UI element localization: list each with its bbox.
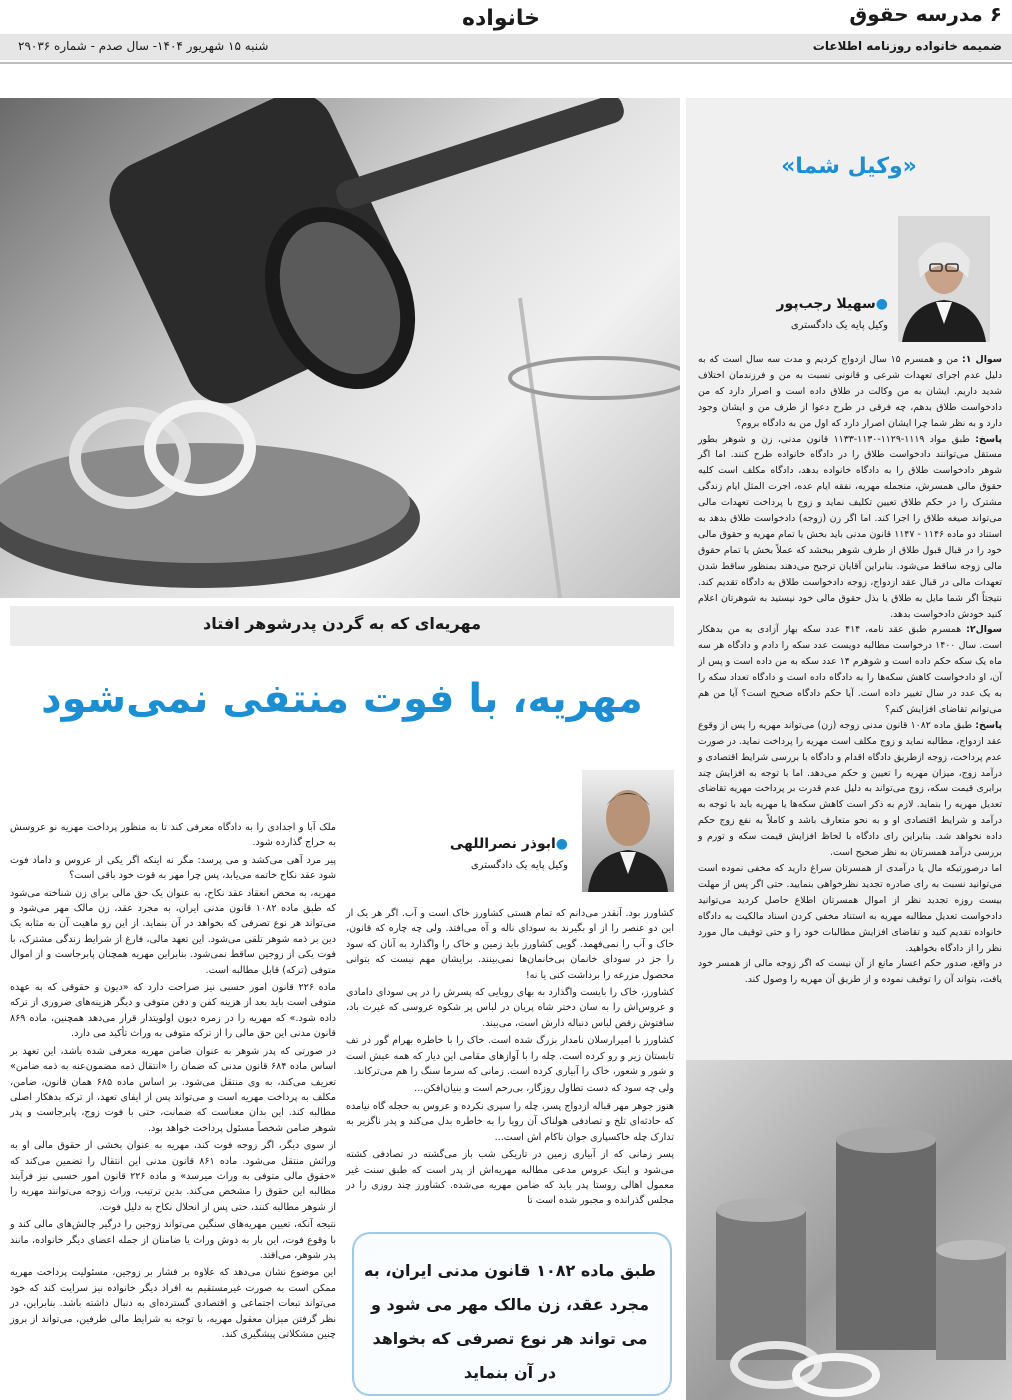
paragraph: کشاورز بود. آنقدر می‌دانم که تمام هستی کشاورز خاک است و آب. اگر هر یک از این دو عنصر را از او بگیرند به سودای ناله و آه می‌افتد. ولی چه چاره که قانون، خاک و آب را نمی‌فهمد. گویی کشاورز باید زمین و خاک را واگذارد به آنان که سود را جز در سودای خانمان بی‌خانمان‌ها نمی‌بینند. برایشان مهم نیست که بتوانی محصول مزرعه را برداشت کنی یا نه! xyxy=(346,908,674,981)
paragraph: در صورتی که پدر شوهر به عنوان ضامن مهریه معرفی شده باشد، این تعهد بر اساس ماده ۶۸۴ قانون مدنی که ضمان را «انتقال ذمه مضمون‌عنه به ذمه ضامن» تعریف می‌کند، به وی منتقل می‌شود. بر اساس ماده ۶۸۵ همان قانون، ضامن، مکلف به پرداخت مهریه است و می‌تواند پس از ایفای تعهد، از ترکه بدهکار اصلی مطالبه کند. این بدان معناست که ضمانت، حتی با فوت زوج، پابرجاست و پدر شوهر ضامن شخصاً مسئول پرداخت خواهد بود. xyxy=(10,1045,336,1134)
article-column-middle xyxy=(346,906,674,1211)
author-title: وکیل پایه یک دادگستری xyxy=(470,860,568,871)
question-label: سوال ۱: xyxy=(962,354,1003,365)
paragraph: ولی چه سود که دست تطاول روزگار، بی‌رحم است و بنیان‌افکن... xyxy=(414,1083,674,1095)
paragraph: از سوی دیگر، اگر زوجه فوت کند، مهریه به عنوان بخشی از حقوق مالی او به وراثش منتقل می‌شود. ماده ۸۶۱ قانون مدنی این انتقال را تضمین می‌کند که «حقوق مالی متوفی به وراث میرسد» و ماده ۲۲۶ قانون امور حسبی نیز فرآیند مطالبه این حقوق را مشخص می‌کند. بدین ترتیب، وراث زوجه می‌توانند مهریه را از شوهر مطالبه کنند، حتی پس از انحلال نکاح به دلیل فوت. xyxy=(10,1140,337,1213)
paragraph: این موضوع نشان می‌دهد که علاوه بر فشار بر زوجین، مسئولیت پرداخت مهریه ممکن است به صورت غیرمستقیم به افراد دیگر خانواده نیز سرایت کند که خود می‌تواند تبعات اجتماعی و اقتصادی گسترده‌ای به دنبال داشته باشد. بنابراین، در نظر گرفتن میزان معقول مهریه، با توجه به شرایط مالی طرفین، می‌تواند از بروز چنین مشکلاتی پیشگیری کند. xyxy=(10,1267,336,1340)
paragraph: اما درصورتیکه مال یا درآمدی از همسرتان سراغ دارید که مخفی نموده است می‌توانید نسبت به رای صادره تجدید نظرخواهی بنمایید. حتی اگر پس از مهلت بیست روزه تجدید نظر از اموال همسرتان اطلاع حاصل کردید می‌توانید دادخواست تعدیل مطالبه مهریه به استناد مخفی کردن اسناد مالکیت به دادگاه خانواده تقدیم کنید و تقاضای افزایش مطالبات خود را و حتی توقیف مال مورد نظر را از دادگاه بخواهید. xyxy=(698,863,1002,954)
question-1 xyxy=(698,352,1002,432)
supplement-name: ضمیمه خانواده روزنامه اطلاعات xyxy=(812,39,1002,53)
article-headline: مهریه، با فوت منتفی نمی‌شود xyxy=(41,676,643,722)
paragraph: در واقع، صدور حکم اعسار مانع از آن نیست که اگر زوجه مالی از همسر خود یافت، بتواند آن را توقیف نموده و از طریق آن مهریه را وصول کند. xyxy=(698,958,1002,986)
paragraph: ملک آبا و اجدادی را به دادگاه معرفی کند تا به منظور پرداخت مهریه نو عروسش به حراج گذارده شود. xyxy=(10,822,336,849)
answer-text: طبق ماده ۱۰۸۲ قانون مدنی زوجه (زن) می‌تواند مهریه را پس از وقوع عقد ازدواج، مطالبه نماید و زوج مکلف است مهریه را پرداخت نماید. در صورت عدم پرداخت، زوجه ازطریق دادگاه اقدام و دادگاه با بررسی شرایط اقتصادی و درآمد زوج، میزان مهریه را تعیین و حکم می‌دهد. اما با توجه به افزایش چند برابری قیمت سکه، زوج می‌تواند به دلیل عدم قدرت بر پرداخت مهریه تقاضای تعدیل مهریه را بنماید. لازم به ذکر است کاهش سکه‌ها یا مهریه باید با توجه به درآمد و شرایط اقتصادی او و به نحو متعارف باشد و کاملاً به نفع زوج حکم داده نخواهد شد. بنابراین رای دادگاه با لحاظ افزایش قیمت سکه و تورم و بررسی درآمد همسرتان به نظر صحیح است. xyxy=(698,719,1002,859)
article-column-left xyxy=(10,820,336,1344)
header-divider xyxy=(0,62,1012,64)
answer-2 xyxy=(698,718,1002,861)
gavel-illustration xyxy=(0,98,680,598)
lawyer-column-sidebar xyxy=(686,98,1012,1400)
paragraph: مهریه، به محض انعقاد عقد نکاح، به عنوان یک حق مالی برای زن شناخته می‌شود که طبق ماده ۱۰۸۲ قانون مدنی ایران، به مجرد عقد، زن مالک مهر می‌شود و می‌تواند هر نوع تصرفی که بخواهد در آن بنماید. از این رو ماهیت آن به مثابه یک دین بر ذمه شوهر تلقی می‌شود. این تعهد مالی، فارغ از شرایط زندگی مشترک، با فوت یکی از زوجین ساقط نمی‌شود. بنابراین مهریه همچنان پابرجاست و از اموال متوفی (ترکه) قابل مطالبه است. xyxy=(10,887,336,976)
question-label: سوال۲: xyxy=(966,624,1003,636)
bullet-icon: ● xyxy=(875,296,888,312)
paragraph: کشاورز، خاک را بایست واگذارد به بهای رویایی که پسرش را در پی سودای دامادی و عروس‌اش را به سان دختر شاه پریان در لباس پر شکوه عروسی که غیرت باد، سافتوش رقص لباس دنباله دارش است، می‌بیند. xyxy=(346,987,674,1029)
lawyer-photo xyxy=(898,216,990,342)
page-section-title: ۶ مدرسه حقوق xyxy=(849,2,1002,26)
newspaper-logo: خانواده xyxy=(462,6,540,31)
paragraph: نتیجه آنکه، تعیین مهریه‌های سنگین می‌تواند زوجین را درگیر چالش‌های مالی کند و با وقوع فوت، این بار به دوش وراث یا ضامنان از جمله اعضای دیگر خانواده، مانند پدر شوهر، می‌افتد. xyxy=(10,1219,336,1261)
paragraph: پیر مرد آهی می‌کشد و می پرسد: مگر نه اینکه اگر یکی از عروس و داماد فوت شود عقد نکاح خاتمه می‌یابد، پس چرا مهر به قوت خود باقی است؟ xyxy=(10,854,336,882)
lawyer-name-text: سهیلا رجب‌پور xyxy=(776,296,876,312)
coin-stacks-illustration xyxy=(686,1060,1012,1400)
qa-text xyxy=(698,352,1002,988)
sidebar-title: «وکیل شما» xyxy=(781,154,917,179)
question-2 xyxy=(698,622,1002,717)
gavel-rings-photo xyxy=(0,98,680,598)
question-text: همسرم طبق عقد نامه، ۴۱۴ عدد سکه بهار آزادی به من بدهکار است. سال ۱۴۰۰ درخواست مطالبه دویست عدد سکه را دادم و دادگاه هر سه ماه یک سکه حکم داده است و شوهرم ۱۴ عدد سکه به من داده است و پس از آن، او دادخواست کاهش سکه‌ها را به دادگاه داده است و دادگاه تعداد سکه را به یک عدد در سال تغییر داده است. آیا حکم دادگاه صحیح است؟ آیا من هم می‌توانم تقاضای افزایش کنم؟ xyxy=(698,624,1002,715)
author-name-text: ابوذر نصراللهی xyxy=(449,836,556,852)
question-text: من و همسرم ۱۵ سال ازدواج کردیم و مدت سه سال است که به دلیل عدم اجرای تعهدات شرعی و قانونی نسبت به من و فرزندمان اختلاف شدید داریم. ایشان به من وکالت در طلاق داده است و اصرار دارد که من دادخواست طلاق بدهم، چه فرقی در طرح دعوا از طرف من و ایشان وجود دارد و به نظر شما چرا ایشان اصرار دارد که اول من به دادگاه بروم؟ xyxy=(698,354,1002,429)
lawyer-name xyxy=(776,296,888,312)
paragraph: کشاورز با امیرارسلان نامدار بزرگ شده است. خاک را با خاطره بهرام گور در تف تابستان زیر و رو کرده است. چله را با آوازهای مقامی این دیار که همه عیش است و شور و شعور، خاک را آبیاری کرده است. زمانی که سرما سنگ را هم می‌ترکاند. xyxy=(346,1035,674,1078)
answer-label: پاسخ: xyxy=(975,433,1003,445)
pull-quote: طبق ماده ۱۰۸۲ قانون مدنی ایران، به مجرد عقد، زن مالک مهر می شود و می تواند هر نوع تصرفی که بخواهد در آن بنماید xyxy=(364,1261,656,1382)
issue-dateline: شنبه ۱۵ شهریور ۱۴۰۴- سال صدم - شماره ۲۹۰۳۶ xyxy=(18,39,269,53)
answer-text: طبق مواد ۱۱۱۹-۱۱۲۹-۱۱۳۰-۱۱۳۳ قانون مدنی، زن و شوهر بطور مستقل می‌توانند دادخواست طلاق را در دادگاه خانواده طرح کنند. اما اگر شوهر دادخواست طلاق را به دادگاه خانواده بدهد، دادگاه مکلف است کلیه حقوق مالی همسرش، منجمله مهریه، نفقه ایام عده، اجرت المثل ایام زندگی مشترک را در حکم طلاق تعیین تکلیف نماید و زوج با پرداخت تعهدات مالی می‌تواند صیغه طلاق را اجرا کند. اما اگر زن (زوجه) دادخواست طلاق بدهد به استناد دو ماده ۱۱۴۶ - ۱۱۴۷ قانون مدنی باید بخش یا تمام مهریه و حقوق مالی خود را در قبال قبول طلاق از طرف شوهر ببخشد که عملاً بخش یا تمام حقوق مالی زوجه ساقط می‌شود. بنابراین آقایان ترجیح می‌دهند بمنظور ساقط شدن تعهدات مالی در قبال عقد ازدواج، زوجه دادخواست طلاق به دادگاه تقدیم کند. نتیجتاً اگر شما مایل به طلاق یا بذل حقوق مالی خود نیستید به شوهرتان اعلام کنید خودش دادخواست بدهد. xyxy=(698,433,1003,620)
article-kicker: مهریه‌ای که به گردن پدرشوهر افتاد xyxy=(203,614,481,633)
paragraph: ماده ۲۲۶ قانون امور حسبی نیز صراحت دارد که «دیون و حقوقی که به عهده متوفی است باید بعد از هزینه کفن و دفن متوفی و دیگر هزینه‌های ضروری از ترکه داده شود.» که مهریه را در زمره دیون اولویتدار قرار می‌دهد همچنین، ماده ۸۶۹ قانون مدنی این حق مالی را از ترکه متوفی به وراث تأکید می دارد. xyxy=(10,982,336,1040)
lawyer-portrait xyxy=(898,216,990,342)
page-header xyxy=(0,0,1012,64)
paragraph: هنوز جوهر مهر قباله ازدواج پسر، چله را سپری نکرده و عروس به حجله گاه نیامده که حادثه‌ای تلخ و تصادفی هولناک آن رویا را به خاطره بدل می‌کند و پدر ناگزیر به تدارک چله خاکسپاری جوان ناکام اش است... xyxy=(346,1100,674,1143)
author-photo xyxy=(582,770,674,892)
answer-label: پاسخ: xyxy=(975,719,1002,731)
lawyer-title: وکیل پایه یک دادگستری xyxy=(790,320,888,331)
answer-1 xyxy=(698,432,1002,623)
coins-rings-photo xyxy=(686,1060,1012,1400)
bullet-icon: ● xyxy=(555,836,568,852)
paragraph: پسر زمانی که از آبیاری زمین در تاریکی شب باز می‌گشته در تصادفی کشته می‌شود و اینک عروس مدعی مطالبه مهریه‌اش از پدر است که طبق سنت غیر معمول اهالی روستا پدر باید که ضامن مهریه می‌شده. کشاورز چند روزی را در مجلس گذرانده و مجبور شده است تا xyxy=(346,1149,674,1207)
author-name xyxy=(450,836,568,852)
author-portrait xyxy=(582,770,674,892)
